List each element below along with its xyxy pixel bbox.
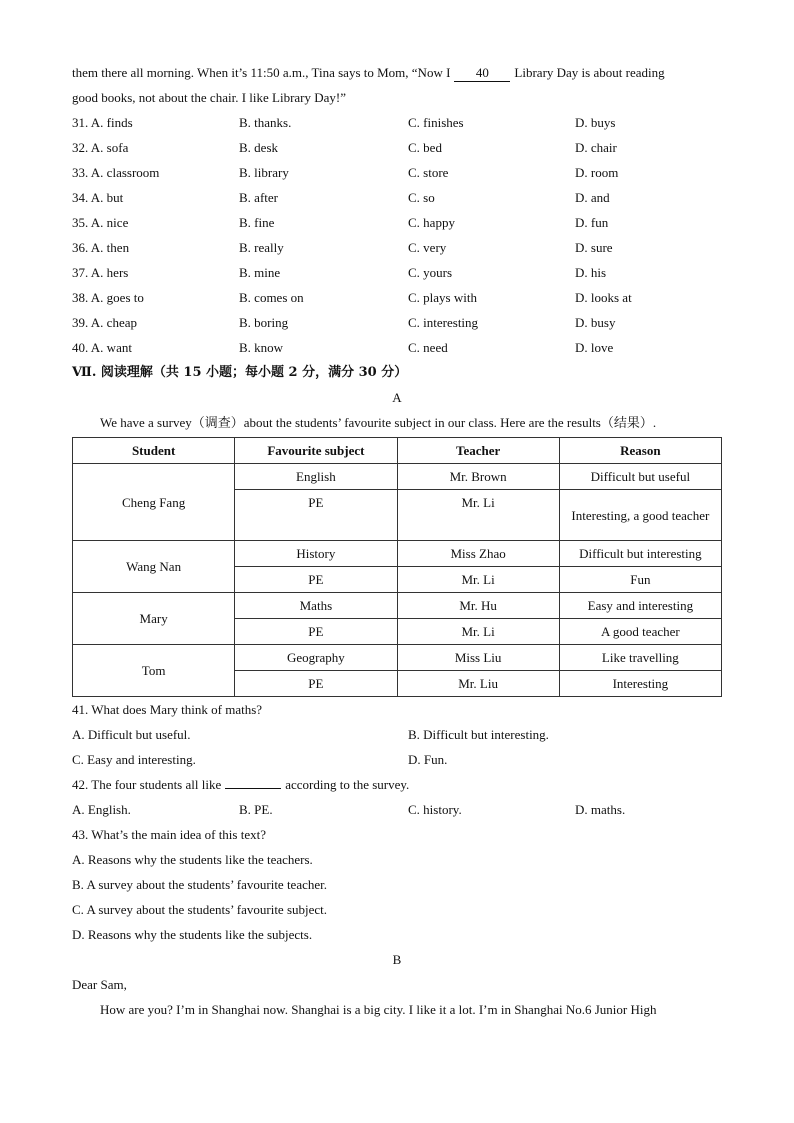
option-b: B. know [239, 340, 284, 355]
option-c: C. so [408, 190, 435, 205]
question-42-stem-before: 42. The four students all like [72, 777, 222, 792]
option-d: D. his [575, 265, 607, 280]
question-number: 39. [72, 315, 89, 330]
option-b: B. PE. [239, 802, 273, 817]
question-number-and-option-a [72, 210, 128, 235]
teacher-cell: Miss Zhao [397, 541, 559, 567]
cloze-question-row [72, 260, 722, 285]
option-d: D. love [575, 340, 614, 355]
option-d: D. Reasons why the students like the subjects. [72, 927, 313, 942]
question-number-and-option-a [72, 285, 144, 310]
reason-cell: Easy and interesting [559, 593, 721, 619]
option-b: B. after [239, 190, 278, 205]
cloze-question-row [72, 335, 722, 360]
option-b: B. mine [239, 265, 281, 280]
table-row [73, 541, 722, 567]
reason-cell: Interesting [559, 671, 721, 697]
exam-page [72, 60, 722, 1022]
option-d: D. room [575, 165, 619, 180]
option-b: B. really [239, 240, 284, 255]
option-b: B. comes on [239, 290, 304, 305]
cloze-options-list [72, 110, 722, 360]
option-a: A. finds [90, 115, 133, 130]
option-a: A. then [90, 240, 130, 255]
option-a: A. nice [90, 215, 129, 230]
part-a-label: A [392, 390, 402, 405]
option-d: D. Fun. [408, 752, 448, 767]
student-name: Wang Nan [73, 541, 235, 593]
teacher-cell: Mr. Brown [397, 464, 559, 490]
option-c: C. A survey about the students’ favourite subject. [72, 902, 328, 917]
option-d: D. looks at [575, 290, 632, 305]
table-row [73, 593, 722, 619]
subject-cell: Geography [235, 645, 397, 671]
teacher-cell: Mr. Li [397, 619, 559, 645]
option-a: A. cheap [90, 315, 137, 330]
question-number-and-option-a [72, 235, 129, 260]
option-b: B. Difficult but interesting. [408, 727, 549, 742]
teacher-cell: Mr. Liu [397, 671, 559, 697]
option-a: A. Difficult but useful. [72, 727, 191, 742]
table-header-row [73, 438, 722, 464]
option-c: C. happy [408, 215, 455, 230]
passage-line-1 [72, 60, 722, 85]
option-c: C. need [408, 340, 448, 355]
option-c: C. very [408, 240, 447, 255]
question-number-and-option-a [72, 335, 132, 360]
student-name: Tom [73, 645, 235, 697]
question-42-options [72, 797, 722, 822]
question-number: 34. [72, 190, 89, 205]
teacher-cell: Mr. Li [397, 490, 559, 541]
part-a-intro: We have a survey（调查）about the students’ favourite subject in our class. Here are the results（结果）. [100, 415, 657, 430]
cloze-question-row [72, 135, 722, 160]
question-number: 36. [72, 240, 89, 255]
option-c: C. Easy and interesting. [72, 752, 196, 767]
cloze-question-row [72, 310, 722, 335]
teacher-cell: Mr. Hu [397, 593, 559, 619]
question-42-stem-after: according to the survey. [285, 777, 410, 792]
question-42-stem [72, 772, 722, 797]
option-c: C. finishes [408, 115, 464, 130]
option-a: A. English. [72, 802, 131, 817]
question-41-options-row-2 [72, 747, 722, 772]
subject-cell: PE [235, 671, 397, 697]
table-row [73, 645, 722, 671]
cloze-question-row [72, 210, 722, 235]
option-c: C. history. [408, 802, 462, 817]
option-a: A. hers [90, 265, 129, 280]
subject-cell: PE [235, 490, 397, 541]
option-d: D. maths. [575, 802, 626, 817]
teacher-cell: Miss Liu [397, 645, 559, 671]
question-number-and-option-a [72, 185, 123, 210]
question-number-and-option-a [72, 110, 133, 135]
reason-cell: Difficult but useful [559, 464, 721, 490]
option-c: C. plays with [408, 290, 477, 305]
reason-cell: Fun [559, 567, 721, 593]
cloze-question-row [72, 185, 722, 210]
question-43-stem: 43. What’s the main idea of this text? [72, 827, 266, 842]
header-teacher: Teacher [397, 438, 559, 464]
option-c: C. store [408, 165, 449, 180]
passage-line-2: good books, not about the chair. I like Library Day!” [72, 90, 347, 105]
question-41-options-row-1 [72, 722, 722, 747]
subject-cell: PE [235, 567, 397, 593]
option-d: D. fun [575, 215, 609, 230]
subject-cell: PE [235, 619, 397, 645]
option-b: B. fine [239, 215, 275, 230]
option-c: C. bed [408, 140, 442, 155]
question-number: 33. [72, 165, 89, 180]
subject-cell: History [235, 541, 397, 567]
passage-text: Library Day is about reading [514, 65, 665, 80]
option-b: B. boring [239, 315, 289, 330]
question-number: 38. [72, 290, 89, 305]
subject-cell: English [235, 464, 397, 490]
option-a: A. but [90, 190, 124, 205]
reason-cell: A good teacher [559, 619, 721, 645]
option-d: D. and [575, 190, 610, 205]
header-reason: Reason [559, 438, 721, 464]
cloze-question-row [72, 110, 722, 135]
question-number: 32. [72, 140, 89, 155]
question-number-and-option-a [72, 260, 128, 285]
question-number: 35. [72, 215, 89, 230]
subject-cell: Maths [235, 593, 397, 619]
cloze-question-row [72, 285, 722, 310]
option-b: B. library [239, 165, 289, 180]
option-d: D. buys [575, 115, 616, 130]
answer-blank-40: 40 [454, 65, 510, 82]
option-d: D. busy [575, 315, 616, 330]
cloze-question-row [72, 160, 722, 185]
option-b: B. thanks. [239, 115, 292, 130]
option-b: B. desk [239, 140, 278, 155]
question-number: 37. [72, 265, 89, 280]
letter-line-1: How are you? I’m in Shanghai now. Shanghai is a big city. I like it a lot. I’m in Shanghai No.6 Junior High [100, 1002, 657, 1017]
question-number-and-option-a [72, 160, 159, 185]
answer-blank-42 [225, 774, 281, 789]
student-name: Cheng Fang [73, 464, 235, 541]
question-41-stem: 41. What does Mary think of maths? [72, 702, 263, 717]
teacher-cell: Mr. Li [397, 567, 559, 593]
survey-table [72, 437, 722, 697]
table-row [73, 464, 722, 490]
option-c: C. interesting [408, 315, 479, 330]
student-name: Mary [73, 593, 235, 645]
passage-text: them there all morning. When it’s 11:50 a.m., Tina says to Mom, “Now I [72, 65, 451, 80]
header-subject: Favourite subject [235, 438, 397, 464]
reason-cell: Like travelling [559, 645, 721, 671]
reason-cell: Difficult but interesting [559, 541, 721, 567]
cloze-question-row [72, 235, 722, 260]
option-a: A. goes to [90, 290, 144, 305]
option-b: B. A survey about the students’ favourite teacher. [72, 877, 327, 892]
letter-greeting: Dear Sam, [72, 977, 127, 992]
section-title: Ⅶ. 阅读理解（共 15 小题；每小题 2 分，满分 30 分） [72, 365, 408, 380]
part-b-label: B [392, 952, 402, 967]
option-a: A. want [90, 340, 132, 355]
question-number-and-option-a [72, 135, 128, 160]
question-number-and-option-a [72, 310, 137, 335]
question-number: 31. [72, 115, 89, 130]
reason-cell: Interesting, a good teacher [559, 490, 721, 541]
option-d: D. chair [575, 140, 617, 155]
header-student: Student [73, 438, 235, 464]
option-c: C. yours [408, 265, 453, 280]
option-a: A. classroom [90, 165, 160, 180]
option-a: A. sofa [90, 140, 129, 155]
question-number: 40. [72, 340, 89, 355]
option-d: D. sure [575, 240, 613, 255]
option-a: A. Reasons why the students like the teachers. [72, 852, 313, 867]
